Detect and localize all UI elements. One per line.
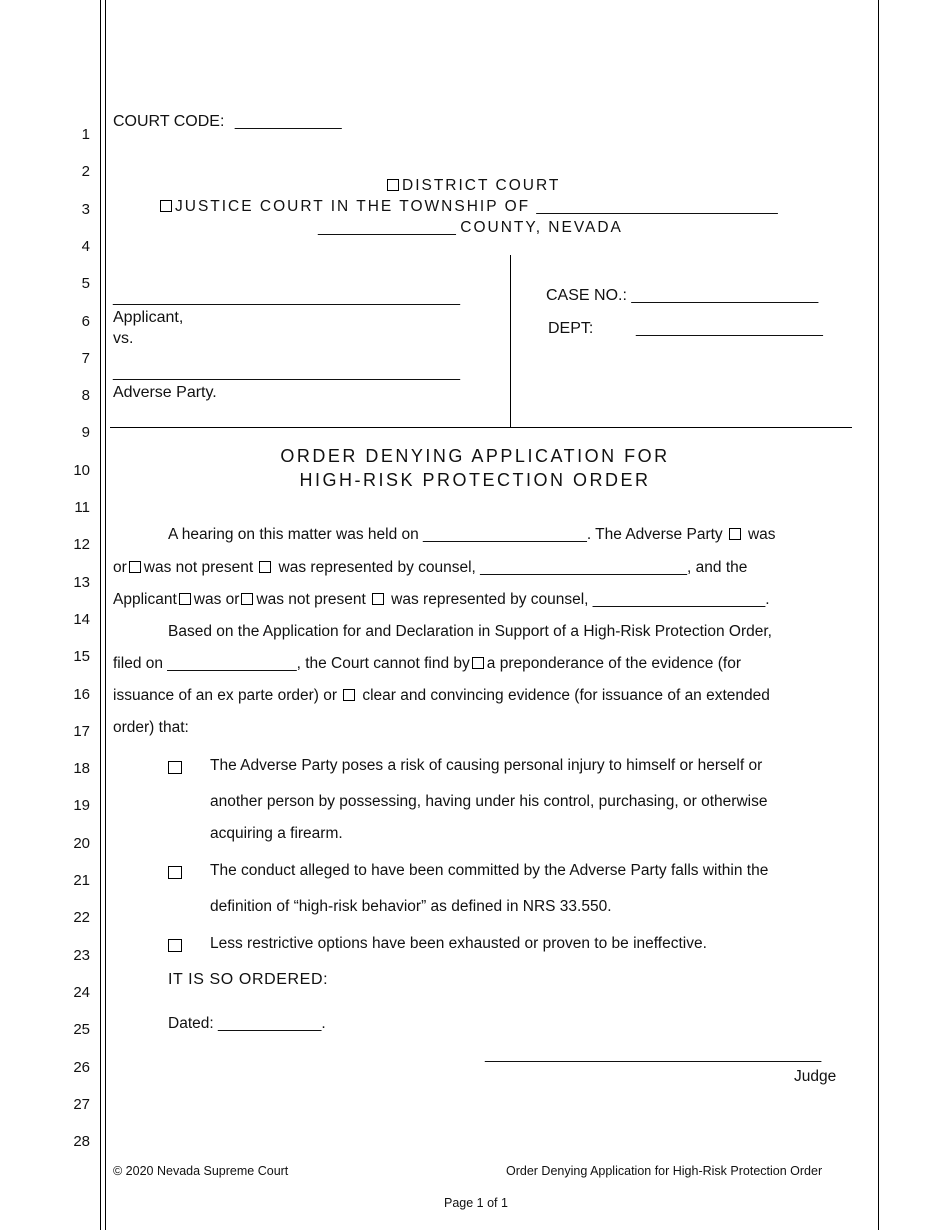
- body-line-6: issuance of an ex parte order) or clear and convincing evidence (for issuance of an extended: [113, 687, 770, 704]
- line-number: 3: [81, 200, 90, 218]
- line-number: 28: [73, 1133, 90, 1151]
- adverse-party-label: Adverse Party.: [113, 384, 217, 401]
- line-number: 9: [81, 424, 90, 442]
- preponderance-checkbox[interactable]: [472, 657, 484, 669]
- applicant-counsel-checkbox[interactable]: [372, 593, 384, 605]
- adverse-was-present-checkbox[interactable]: [729, 528, 741, 540]
- so-ordered: IT IS SO ORDERED:: [168, 971, 329, 988]
- body-line-3: Applicant was or was not present was represented by counsel, ____________________.: [113, 591, 770, 608]
- line-number: 5: [81, 275, 90, 293]
- line-number: 27: [73, 1095, 90, 1113]
- court-code-field[interactable]: ____________: [234, 113, 342, 130]
- body-line-4: Based on the Application for and Declaration in Support of a High-Risk Protection Order,: [168, 623, 772, 640]
- applicant-not-present-checkbox[interactable]: [241, 593, 253, 605]
- line-number: 15: [73, 648, 90, 666]
- county-nevada-label: COUNTY, NEVADA: [460, 219, 623, 236]
- line-number: 12: [73, 536, 90, 554]
- finding-1-line-2: another person by possessing, having under his control, purchasing, or otherwise: [210, 793, 768, 810]
- line-number: 11: [74, 499, 90, 516]
- vs-label: vs.: [113, 330, 134, 347]
- footer-page-number: Page 1 of 1: [444, 1196, 508, 1210]
- finding-3-checkbox[interactable]: [168, 939, 182, 952]
- county-field[interactable]: ________________: [318, 219, 456, 236]
- left-margin-rule: [100, 0, 101, 1230]
- line-number: 8: [81, 387, 90, 405]
- adverse-not-present-checkbox[interactable]: [129, 561, 141, 573]
- adverse-party-field[interactable]: _______________________________________: [113, 364, 461, 381]
- line-number: 2: [81, 163, 90, 181]
- finding-2-checkbox[interactable]: [168, 866, 182, 879]
- line-number: 14: [73, 610, 90, 628]
- line-number: 26: [73, 1058, 90, 1076]
- line-number: 7: [81, 349, 90, 367]
- body-line-2: or was not present was represented by counsel, ________________________, and the: [113, 559, 748, 576]
- line-number: 25: [73, 1021, 90, 1039]
- district-court-label: DISTRICT COURT: [402, 177, 561, 194]
- finding-2-line-1: The conduct alleged to have been committed by the Adverse Party falls within the: [210, 862, 769, 879]
- finding-3-line-1: Less restrictive options have been exhausted or proven to be ineffective.: [210, 935, 707, 952]
- body-line-1: A hearing on this matter was held on ___________________. The Adverse Party was: [168, 526, 776, 543]
- footer-form-title: Order Denying Application for High-Risk Protection Order: [506, 1164, 823, 1178]
- clear-convincing-checkbox[interactable]: [343, 689, 355, 701]
- body-line-7: order) that:: [113, 719, 189, 736]
- justice-court-checkbox[interactable]: [160, 200, 172, 212]
- right-margin-rule: [878, 0, 879, 1230]
- title-line-1: ORDER DENYING APPLICATION FOR: [280, 446, 670, 466]
- judge-signature-line[interactable]: _______________________________________: [485, 1046, 822, 1063]
- line-number: 24: [73, 983, 90, 1001]
- dated-field[interactable]: Dated: ____________.: [168, 1015, 326, 1032]
- caption-divider: [510, 255, 511, 427]
- county-line: [318, 219, 623, 237]
- title-line-2: HIGH-RISK PROTECTION ORDER: [299, 470, 651, 490]
- justice-court-label: JUSTICE COURT IN THE TOWNSHIP OF: [175, 198, 531, 215]
- finding-1-line-3: acquiring a firearm.: [210, 825, 343, 842]
- case-no: [546, 287, 818, 305]
- line-number: 22: [73, 909, 90, 927]
- adverse-counsel-checkbox[interactable]: [259, 561, 271, 573]
- line-number: 13: [73, 573, 90, 591]
- caption-bottom-rule: [110, 427, 852, 428]
- line-number: 23: [73, 946, 90, 964]
- line-number: 18: [73, 760, 90, 778]
- judge-label: Judge: [794, 1068, 837, 1085]
- line-number: 21: [73, 872, 90, 889]
- district-court-option: [385, 177, 560, 195]
- applicant-label: Applicant,: [113, 309, 184, 326]
- line-number: 4: [81, 237, 90, 255]
- left-margin-rule-inner: [105, 0, 106, 1230]
- body-line-5: filed on _______________, the Court cannot find by a preponderance of the evidence (for: [113, 655, 741, 672]
- township-field[interactable]: ____________________________: [536, 198, 778, 215]
- line-number: 1: [81, 126, 90, 143]
- justice-court-option: [158, 198, 778, 216]
- court-code: [113, 113, 342, 131]
- dept-label: DEPT:: [548, 320, 594, 337]
- applicant-was-present-checkbox[interactable]: [179, 593, 191, 605]
- footer-copyright: © 2020 Nevada Supreme Court: [113, 1164, 289, 1178]
- finding-1-checkbox[interactable]: [168, 761, 182, 774]
- line-number: 17: [73, 722, 90, 740]
- finding-1-line-1: The Adverse Party poses a risk of causing personal injury to himself or herself or: [210, 757, 763, 774]
- dept-field[interactable]: _____________________: [636, 320, 823, 337]
- district-court-checkbox[interactable]: [387, 179, 399, 191]
- case-no-label: CASE NO.:: [546, 287, 627, 304]
- case-no-field[interactable]: _____________________: [631, 287, 819, 304]
- court-code-label: COURT CODE:: [113, 113, 225, 130]
- line-number: 19: [73, 797, 90, 815]
- line-number: 20: [73, 834, 90, 852]
- line-number: 10: [73, 461, 90, 479]
- line-number: 16: [73, 685, 90, 703]
- line-number: 6: [81, 312, 90, 330]
- finding-2-line-2: definition of “high-risk behavior” as defined in NRS 33.550.: [210, 898, 612, 915]
- applicant-field[interactable]: _______________________________________: [113, 289, 461, 306]
